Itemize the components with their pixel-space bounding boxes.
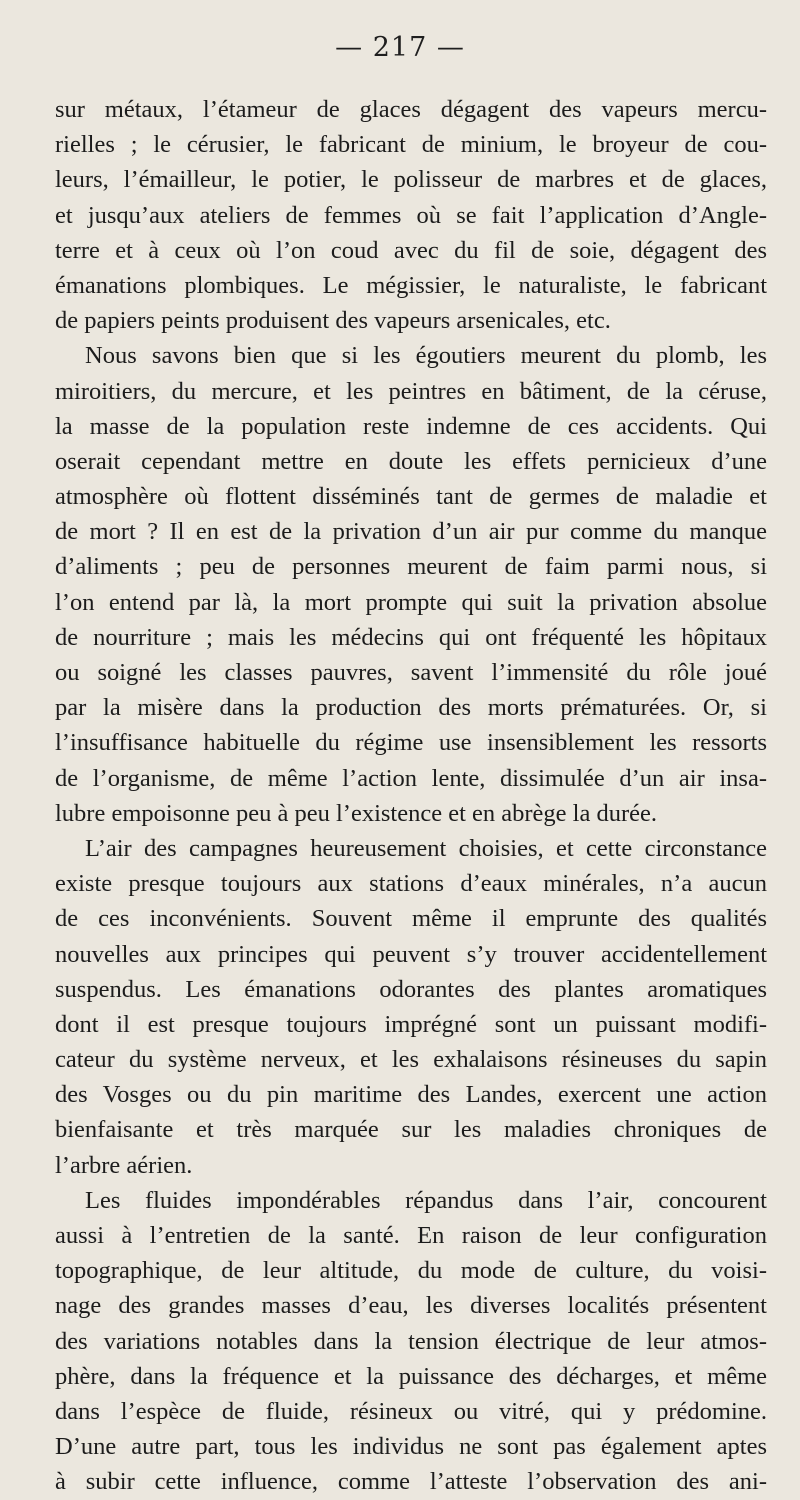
- text-line: l’on entend par là, la mort prompte qui suit la privation absolue: [55, 588, 767, 616]
- text-line: et jusqu’aux ateliers de femmes où se fait l’application d’Angle-: [55, 201, 767, 229]
- text-line: oserait cependant mettre en doute les effets pernicieux d’une: [55, 447, 767, 475]
- text-line: phère, dans la fréquence et la puissance des décharges, et même: [55, 1362, 767, 1390]
- text-line: nage des grandes masses d’eau, les diverses localités présentent: [55, 1292, 767, 1320]
- text-line: existe presque toujours aux stations d’eaux minérales, n’a aucun: [55, 870, 767, 898]
- text-line: des Vosges ou du pin maritime des Landes, exercent une action: [55, 1081, 767, 1109]
- text-line: sur métaux, l’étameur de glaces dégagent des vapeurs mercu-: [55, 96, 767, 123]
- text-line: leurs, l’émailleur, le potier, le polisseur de marbres et de glaces,: [55, 166, 767, 194]
- text-line: la masse de la population reste indemne de ces accidents. Qui: [55, 412, 767, 440]
- text-line: des variations notables dans la tension électrique de leur atmos-: [55, 1327, 767, 1355]
- text-line: Nous savons bien que si les égoutiers meurent du plomb, les: [85, 342, 767, 370]
- text-line: lubre empoisonne peu à peu l’existence et en abrège la durée.: [55, 799, 658, 827]
- text-line: l’insuffisance habituelle du régime use insensiblement les ressorts: [55, 729, 767, 757]
- text-line: rielles ; le cérusier, le fabricant de minium, le broyeur de cou-: [55, 131, 767, 159]
- text-line: à subir cette influence, comme l’atteste l’observation des ani-: [55, 1468, 767, 1496]
- text-line: de ces inconvénients. Souvent même il emprunte des qualités: [55, 905, 767, 933]
- text-line: d’aliments ; peu de personnes meurent de faim parmi nous, si: [55, 553, 767, 581]
- text-line: de mort ? Il en est de la privation d’un air pur comme du manque: [55, 518, 767, 546]
- text-line: de nourriture ; mais les médecins qui ont fréquenté les hôpitaux: [55, 623, 767, 651]
- text-line: dont il est presque toujours imprégné sont un puissant modifi-: [55, 1010, 767, 1038]
- text-line: de papiers peints produisent des vapeurs arsenicales, etc.: [55, 307, 611, 335]
- text-line: Les fluides impondérables répandus dans l’air, concourent: [85, 1186, 767, 1214]
- text-line: L’air des campagnes heureusement choisies, et cette circonstance: [85, 834, 767, 862]
- text-line: de l’organisme, de même l’action lente, dissimulée d’un air insa-: [55, 764, 767, 792]
- text-line: nouvelles aux principes qui peuvent s’y trouver accidentellement: [55, 940, 767, 968]
- text-line: suspendus. Les émanations odorantes des plantes aromatiques: [55, 975, 767, 1003]
- text-line: topographique, de leur altitude, du mode de culture, du voisi-: [55, 1257, 767, 1285]
- body-text: [55, 92, 767, 1500]
- page-number: — 217 —: [335, 32, 465, 63]
- text-line: terre et à ceux où l’on coud avec du fil de soie, dégagent des: [55, 236, 767, 264]
- text-line: cateur du système nerveux, et les exhalaisons résineuses du sapin: [55, 1046, 767, 1074]
- text-line: l’arbre aérien.: [55, 1151, 193, 1179]
- text-line: D’une autre part, tous les individus ne sont pas également aptes: [55, 1433, 767, 1461]
- text-line: miroitiers, du mercure, et les peintres en bâtiment, de la céruse,: [55, 377, 767, 405]
- text-line: émanations plombiques. Le mégissier, le naturaliste, le fabricant: [55, 271, 767, 299]
- text-line: par la misère dans la production des morts prématurées. Or, si: [55, 694, 767, 722]
- text-line: aussi à l’entretien de la santé. En raison de leur configuration: [55, 1222, 767, 1249]
- text-line: ou soigné les classes pauvres, savent l’immensité du rôle joué: [55, 659, 767, 686]
- text-line: bienfaisante et très marquée sur les maladies chroniques de: [55, 1116, 767, 1144]
- text-line: dans l’espèce de fluide, résineux ou vitré, qui y prédomine.: [55, 1397, 767, 1425]
- text-line: atmosphère où flottent disséminés tant de germes de maladie et: [55, 483, 767, 511]
